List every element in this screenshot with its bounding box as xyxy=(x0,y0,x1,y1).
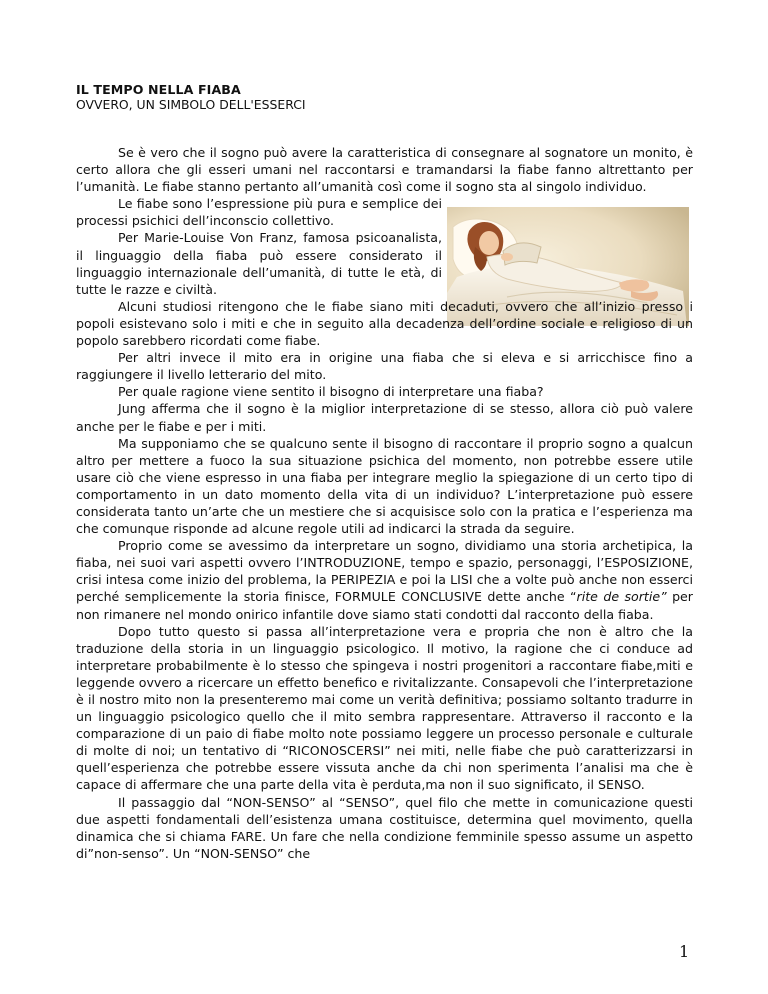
paragraph-11: Il passaggio dal “NON-SENSO” al “SENSO”, quel filo che mette in comunicazione questi due aspetti fondamentali dell’esistenza umana costituisce, determina quel movimento, quella dinamica che si chiama FARE. Un fare che nella condizione femminile spesso assume un aspetto di”non-senso”. Un “NON-SENSO” che xyxy=(76,794,693,861)
paragraph-5: Per altri invece il mito era in origine una fiaba che si eleva e si arricchisce fino a raggiungere il livello letterario del mito. xyxy=(76,350,693,383)
paragraph-9-text-b: per non rimanere nel mondo onirico infantile dove siamo stati condotti dal racconto della fiaba. xyxy=(76,589,693,622)
rite-de-sortie-phrase: rite de sortie” xyxy=(576,589,667,605)
paragraph-8: Ma supponiamo che se qualcuno sente il bisogno di raccontare il proprio sogno a qualcun altro per mettere a fuoco la sua situazione psichica del momento, non potrebbe essere utile usare ciò che viene espresso in una fiaba per integrare meglio la spiegazione di un certo tipo di comportamento in un dato momento della vita di un individuo? L’interpretazione può essere considerata tanto un’arte che un mestiere che si acquisisce solo con la pratica e l’esperienza ma che comunque risponde ad alcune regole utili ad indicarci la strada da seguire. xyxy=(76,435,693,537)
paragraph-6: Per quale ragione viene sentito il bisogno di interpretare una fiaba? xyxy=(118,384,544,400)
paragraph-10: Dopo tutto questo si passa all’interpretazione vera e propria che non è altro che la traduzione della storia in un linguaggio psicologico. Il motivo, la ragione che ci conduce ad interpretare probabilmente è lo stesso che spingeva i nostri progenitori a raccontare fiabe,miti e leggende ovvero a ricercare un effetto benefico e rivitalizzante. Consapevoli che l’interpretazione è il nostro mito non la presenteremo mai come un verità definitiva; possiamo soltanto tradurre in un linguaggio psicologico quello che il mito sembra rappresentare. Attraverso il racconto e la comparazione di un paio di fiabe molto note possiamo leggere un processo personale e culturale di molte di noi; un tentativo di “RICONOSCERSI” nei miti, nelle fiabe che può caratterizzarsi in quell’esperienza che potrebbe essere vissuta anche da chi non sperimenta l’analisi ma che è capace di affermare che una parte della vita è perduta,ma non il suo significato, il SENSO. xyxy=(76,623,693,793)
narrow-column xyxy=(76,195,693,298)
paragraph-4: Alcuni studiosi ritengono che le fiabe siano miti decaduti, ovvero che all’inizio presso i popoli esistevano solo i miti e che in seguito alla decadenza dell’ordine sociale e religioso di un popolo sarebbero ricordati come fiabe. xyxy=(76,298,693,349)
paragraph-1: Se è vero che il sogno può avere la caratteristica di consegnare al sognatore un monito, è certo allora che gli esseri umani nel raccontarsi e tramandarsi la fiabe fanno altrettanto per l’umanità. Le fiabe stanno pertanto all’umanità così come il sogno sta al singolo individuo. xyxy=(76,145,693,195)
paragraph-3: Per Marie-Louise Von Franz, famosa psicoanalista, il linguaggio della fiaba può essere considerato il linguaggio internazionale dell’umanità, di tutte le età, di tutte le razze e civiltà. xyxy=(76,230,442,297)
paragraph-9 xyxy=(76,537,693,622)
document-body xyxy=(76,144,693,862)
paragraph-9-text-a: Proprio come se avessimo da interpretare un sogno, dividiamo una storia archetipica, la fiaba, nei suoi vari aspetti ovvero l’INTRODUZIONE, tempo e spazio, personaggi, l’ESPOSIZIONE, crisi intesa come inizio del problema, la PERIPEZIA e poi la LISI che a volte può anche non esserci perché semplicemente la storia finisce, FORMULE CONCLUSIVE dette anche “ xyxy=(76,538,693,605)
document-subtitle: OVVERO, UN SIMBOLO DELL'ESSERCI xyxy=(76,97,306,112)
paragraph-7: Jung afferma che il sogno è la miglior interpretazione di se stesso, allora ciò può valere anche per le fiabe e per i miti. xyxy=(76,401,693,434)
page-number: 1 xyxy=(679,942,690,961)
paragraph-2: Le fiabe sono l’espressione più pura e semplice dei processi psichici dell’inconscio collettivo. xyxy=(76,196,442,229)
document-title: IL TEMPO NELLA FIABA xyxy=(76,82,241,97)
